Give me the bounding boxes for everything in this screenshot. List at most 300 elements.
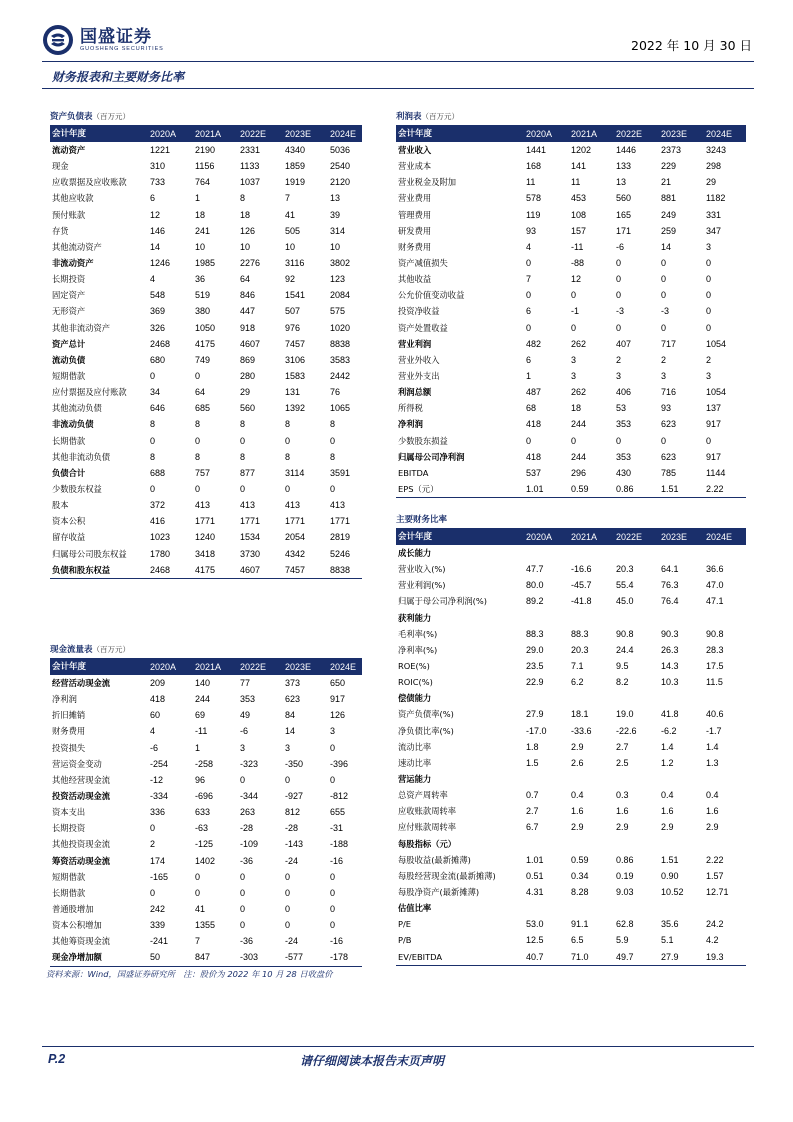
row-value: 413 xyxy=(330,500,346,511)
table-row xyxy=(396,368,746,384)
row-value: 4607 xyxy=(240,564,261,575)
row-value xyxy=(616,545,661,561)
row-value: 3114 xyxy=(285,467,305,478)
row-value: 0.19 xyxy=(616,870,634,881)
row-value: 41 xyxy=(195,903,206,914)
row-value: 453 xyxy=(571,193,587,204)
row-value: 1.51 xyxy=(661,854,679,865)
row-value: 0 xyxy=(150,435,156,446)
row-value: -577 xyxy=(285,952,304,963)
row-value xyxy=(661,610,706,626)
row-value: 1859 xyxy=(285,161,306,172)
row-value: 36 xyxy=(195,274,206,285)
row-label: 投资活动现金流 xyxy=(52,790,111,801)
row-value: 126 xyxy=(240,225,256,236)
row-value: 0 xyxy=(285,871,291,882)
row-value: 3583 xyxy=(330,354,351,365)
row-value xyxy=(526,545,571,561)
row-value: 126 xyxy=(330,710,346,721)
row-value: 0 xyxy=(661,274,667,285)
row-value: 2120 xyxy=(330,177,351,188)
row-value: 407 xyxy=(616,338,632,349)
row-value: 1534 xyxy=(240,532,261,543)
row-value: -3 xyxy=(616,306,625,317)
row-value: 1.4 xyxy=(661,741,674,752)
row-value: 229 xyxy=(661,161,677,172)
row-value: 26.3 xyxy=(661,644,679,655)
row-label: 投资净收益 xyxy=(398,306,440,317)
row-value: 12.5 xyxy=(526,935,544,946)
row-value: 137 xyxy=(706,403,722,414)
row-value: 4 xyxy=(150,726,156,737)
row-value: 174 xyxy=(150,855,166,866)
table-row xyxy=(396,352,746,368)
table-row xyxy=(50,287,362,303)
table-bottom-rule xyxy=(50,578,362,579)
row-value: 0 xyxy=(526,257,532,268)
row-label: 营运资金变动 xyxy=(52,758,102,769)
row-label: 营业收入 xyxy=(398,145,432,155)
row-value: 1392 xyxy=(285,403,306,414)
row-value: 0 xyxy=(661,257,667,268)
row-value: 76.4 xyxy=(661,596,679,607)
row-value: 0.3 xyxy=(616,790,629,801)
row-value: 91.1 xyxy=(571,919,589,930)
table-row xyxy=(396,561,746,577)
table-header-row xyxy=(50,659,362,675)
row-value: 8 xyxy=(330,419,336,430)
row-value xyxy=(706,836,746,852)
row-label: 投资损失 xyxy=(52,742,86,753)
row-value: 3802 xyxy=(330,257,351,268)
row-value: 4 xyxy=(150,274,156,285)
row-value: -6 xyxy=(240,726,249,737)
row-value: 336 xyxy=(150,807,166,818)
row-label: 现金净增加额 xyxy=(52,952,102,963)
table-row xyxy=(50,772,362,788)
row-label: 估值比率 xyxy=(398,903,432,914)
row-value: 90.3 xyxy=(661,628,679,639)
row-value xyxy=(616,610,661,626)
row-value: 0.86 xyxy=(616,483,634,494)
row-label: 长期投资 xyxy=(52,274,86,285)
year-header-2024e: 2024E xyxy=(330,662,357,672)
row-value: 3418 xyxy=(195,548,216,559)
section-divider xyxy=(42,88,754,89)
table-row xyxy=(50,481,362,497)
row-value: 49 xyxy=(240,710,251,721)
row-value: 646 xyxy=(150,403,166,414)
row-value: 10 xyxy=(240,241,251,252)
row-value: 353 xyxy=(616,419,632,430)
row-value: 5.1 xyxy=(661,935,674,946)
row-value: 757 xyxy=(195,467,211,478)
table-row xyxy=(396,593,746,609)
row-value: 68 xyxy=(526,403,537,414)
row-value: 6 xyxy=(150,193,156,204)
row-value: 1202 xyxy=(571,145,592,155)
table-row xyxy=(50,142,362,158)
row-value: 0 xyxy=(240,903,246,914)
row-value: 119 xyxy=(526,209,541,220)
row-value: 8 xyxy=(285,451,291,462)
row-value: 7 xyxy=(195,936,201,947)
row-value: 141 xyxy=(571,161,587,172)
row-value xyxy=(616,900,661,916)
row-value: -33.6 xyxy=(571,725,592,736)
row-value: 244 xyxy=(571,451,587,462)
table-title-text: 主要财务比率 xyxy=(396,515,448,525)
row-value: 716 xyxy=(661,387,677,398)
year-header-2022e: 2022E xyxy=(616,532,643,542)
row-value: 2442 xyxy=(330,370,351,381)
row-label: 资产总计 xyxy=(52,338,86,349)
row-value: -17.0 xyxy=(526,725,547,736)
row-label: 归属母公司净利润 xyxy=(398,451,465,462)
row-value xyxy=(526,690,571,706)
logo-english-name: GUOSHENG SECURITIES xyxy=(80,45,164,52)
row-label: 资产减值损失 xyxy=(398,257,448,268)
row-value: 406 xyxy=(616,387,632,398)
row-value: 1919 xyxy=(285,177,306,188)
row-value xyxy=(571,545,616,561)
table-row xyxy=(396,658,746,674)
row-value: -258 xyxy=(195,758,214,769)
year-header-2024e: 2024E xyxy=(330,129,357,139)
row-value: 92 xyxy=(285,274,296,285)
row-value xyxy=(571,836,616,852)
row-value: 1133 xyxy=(240,161,260,172)
footer-disclaimer: 请仔细阅读本报告末页声明 xyxy=(300,1054,445,1068)
row-value: 8 xyxy=(150,419,156,430)
table-row xyxy=(396,336,746,352)
row-value: -125 xyxy=(195,839,214,850)
year-header-2023e: 2023E xyxy=(661,129,688,139)
row-value: 108 xyxy=(571,209,587,220)
row-value: 3116 xyxy=(285,257,305,268)
row-label: 成长能力 xyxy=(398,548,432,558)
row-value: 0 xyxy=(330,774,336,785)
row-label: 净利率(%) xyxy=(398,644,438,655)
row-value: -350 xyxy=(285,758,304,769)
row-value: 0 xyxy=(526,435,532,446)
row-value: 1020 xyxy=(330,322,351,333)
row-value: 0.4 xyxy=(706,790,719,801)
row-value: 24.4 xyxy=(616,644,634,655)
row-value: 447 xyxy=(240,306,256,317)
row-value: 2054 xyxy=(285,532,306,543)
row-value: 413 xyxy=(240,500,256,511)
table-row xyxy=(396,932,746,948)
row-value: 685 xyxy=(195,403,211,414)
row-value xyxy=(571,771,616,787)
row-value: -11 xyxy=(571,241,584,252)
row-value: 1.2 xyxy=(661,757,674,768)
row-value: 168 xyxy=(526,161,542,172)
table-row xyxy=(396,384,746,400)
row-value: 0 xyxy=(330,903,336,914)
table-row xyxy=(50,465,362,481)
row-label: EBITDA xyxy=(398,467,429,478)
row-value: -188 xyxy=(330,839,349,850)
row-value: 917 xyxy=(330,694,346,705)
row-value: 2.7 xyxy=(526,806,539,817)
table-row xyxy=(50,271,362,287)
table-row xyxy=(50,901,362,917)
row-value: 331 xyxy=(706,209,722,220)
row-label: P/E xyxy=(398,919,412,930)
table-header-row xyxy=(396,126,746,142)
row-value: 6.2 xyxy=(571,677,584,688)
row-value: 1 xyxy=(195,742,201,753)
row-value: 0 xyxy=(150,823,156,834)
row-value: 1985 xyxy=(195,257,216,268)
row-value: 36.6 xyxy=(706,564,724,575)
page-header xyxy=(42,22,754,62)
row-label: 普通股增加 xyxy=(52,903,94,914)
row-value: 3 xyxy=(661,370,667,381)
row-value: 0 xyxy=(706,257,712,268)
row-value: 6 xyxy=(526,306,532,317)
row-value: 1771 xyxy=(195,516,216,527)
row-value: 0 xyxy=(571,435,577,446)
table-row xyxy=(50,190,362,206)
report-date: 2022 年 10 月 30 日 xyxy=(631,38,752,53)
row-label: 少数股东权益 xyxy=(52,483,102,494)
row-value: 2.7 xyxy=(616,741,629,752)
row-value: 8 xyxy=(150,451,156,462)
row-value: -3 xyxy=(661,306,670,317)
row-value: 13 xyxy=(616,177,627,188)
row-label: 营业利润(%) xyxy=(398,580,446,591)
row-value: 0 xyxy=(706,290,712,301)
row-label: ROE(%) xyxy=(398,660,430,671)
row-label: 流动负债 xyxy=(52,354,86,365)
table-row xyxy=(396,642,746,658)
row-value: 34 xyxy=(150,387,161,398)
row-value: 578 xyxy=(526,193,542,204)
row-value: 157 xyxy=(571,225,587,236)
ratios-title xyxy=(396,513,746,529)
row-value xyxy=(661,545,706,561)
year-header-2021a: 2021A xyxy=(195,662,222,672)
row-value: 14 xyxy=(285,726,296,737)
row-value: 1 xyxy=(526,370,532,381)
table-row xyxy=(396,852,746,868)
row-value: 14 xyxy=(661,241,672,252)
row-label: 非流动资产 xyxy=(52,257,94,268)
row-value: 0 xyxy=(526,322,532,333)
table-row xyxy=(396,142,746,158)
row-label: P/B xyxy=(398,935,412,946)
row-value: 2 xyxy=(150,839,156,850)
row-label: EV/EBITDA xyxy=(398,951,443,962)
category-row xyxy=(396,610,746,626)
row-value: 18 xyxy=(571,403,582,414)
row-label: 营业收入(%) xyxy=(398,564,446,575)
row-value: -6 xyxy=(150,742,159,753)
table-row xyxy=(50,336,362,352)
table-row xyxy=(396,416,746,432)
income_statement-title xyxy=(396,110,746,126)
row-value: 4 xyxy=(526,241,532,252)
row-value: 6.5 xyxy=(571,935,584,946)
row-value: 3 xyxy=(285,742,291,753)
row-value: 27.9 xyxy=(526,709,544,720)
row-value: 519 xyxy=(195,290,211,301)
row-value: 47.0 xyxy=(706,580,724,591)
row-value: 7.1 xyxy=(571,660,584,671)
row-value: 0 xyxy=(195,435,201,446)
row-value: 0 xyxy=(616,322,622,333)
row-value: -812 xyxy=(330,790,349,801)
row-value: -28 xyxy=(285,823,299,834)
row-value: 1.5 xyxy=(526,757,539,768)
row-value: 0.34 xyxy=(571,870,589,881)
row-value: 0 xyxy=(616,435,622,446)
row-value: 0.4 xyxy=(571,790,584,801)
table-row xyxy=(50,707,362,723)
row-value: 11 xyxy=(526,177,536,188)
row-value: 353 xyxy=(240,694,256,705)
row-value: 14 xyxy=(150,241,161,252)
row-value: 1.6 xyxy=(571,806,584,817)
year-header-2022e: 2022E xyxy=(240,129,267,139)
balance-sheet-table xyxy=(50,110,362,579)
row-value: 3 xyxy=(330,726,336,737)
row-label: 营业费用 xyxy=(398,193,432,204)
table-title-text: 利润表 xyxy=(396,112,422,122)
row-value: 4.2 xyxy=(706,935,719,946)
row-value: 171 xyxy=(616,225,632,236)
row-value: 413 xyxy=(285,500,301,511)
row-label: ROIC(%) xyxy=(398,677,433,688)
row-value: 1402 xyxy=(195,855,216,866)
row-value xyxy=(661,690,706,706)
row-value: -241 xyxy=(150,936,169,947)
table-header-row xyxy=(50,126,362,142)
table-row xyxy=(396,320,746,336)
row-value: 1541 xyxy=(285,290,306,301)
table-row xyxy=(396,255,746,271)
table-header-row xyxy=(396,529,746,545)
row-value: 47.1 xyxy=(706,596,724,607)
row-value: 1.01 xyxy=(526,483,544,494)
row-value: -36 xyxy=(240,936,254,947)
row-value: 77 xyxy=(240,678,251,688)
row-value: 90.8 xyxy=(706,628,724,639)
row-value: 917 xyxy=(706,451,722,462)
row-value: -109 xyxy=(240,839,259,850)
year-header-2020a: 2020A xyxy=(526,532,553,542)
row-value: 2373 xyxy=(661,145,682,155)
row-value: 0 xyxy=(616,257,622,268)
row-value: 0 xyxy=(330,435,336,446)
row-value: -6.2 xyxy=(661,725,677,736)
row-value: 7 xyxy=(285,193,291,204)
table-row xyxy=(396,706,746,722)
row-value xyxy=(571,690,616,706)
row-value: -16 xyxy=(330,936,344,947)
row-value: 418 xyxy=(526,419,542,430)
row-label: 应收票据及应收账款 xyxy=(52,177,127,188)
row-value: 353 xyxy=(616,451,632,462)
row-value: 0 xyxy=(330,920,336,931)
row-value: 93 xyxy=(526,225,537,236)
row-label: 营业税金及附加 xyxy=(398,177,457,188)
row-value: 76 xyxy=(330,387,341,398)
table-row xyxy=(396,819,746,835)
row-value: 146 xyxy=(150,225,166,236)
row-value: 314 xyxy=(330,225,346,236)
row-value: -1 xyxy=(571,306,580,317)
row-value: 3 xyxy=(571,354,577,365)
table-row xyxy=(396,787,746,803)
table-row xyxy=(396,755,746,771)
row-value: 2 xyxy=(661,354,667,365)
row-value: 1050 xyxy=(195,322,216,333)
row-label: 应付票据及应付账款 xyxy=(52,387,127,398)
row-value: 764 xyxy=(195,177,211,188)
table-row xyxy=(50,869,362,885)
row-value: 0 xyxy=(706,322,712,333)
row-value: -31 xyxy=(330,823,344,834)
table-row xyxy=(396,449,746,465)
row-value: 1446 xyxy=(616,145,637,155)
row-label: 其他筹资现金流 xyxy=(52,936,111,947)
table-unit: （百万元） xyxy=(92,112,131,121)
row-label: 资产处置收益 xyxy=(398,322,448,333)
row-value: 623 xyxy=(285,694,301,705)
row-value: 0 xyxy=(195,871,201,882)
row-value: 1037 xyxy=(240,177,261,188)
row-value: 1.6 xyxy=(616,806,629,817)
row-value: 881 xyxy=(661,193,677,204)
footer-divider xyxy=(42,1046,754,1047)
row-value: 1771 xyxy=(240,516,261,527)
table-title-text: 资产负债表 xyxy=(50,112,93,122)
row-label: 负债合计 xyxy=(52,467,86,478)
row-label: 无形资产 xyxy=(52,306,86,317)
row-value: 2.9 xyxy=(571,741,584,752)
row-value: 2.9 xyxy=(661,822,674,833)
row-value: 1441 xyxy=(526,145,547,155)
category-row xyxy=(396,836,746,852)
row-value: 575 xyxy=(330,306,346,317)
row-value: 1780 xyxy=(150,548,171,559)
row-label: 公允价值变动收益 xyxy=(398,290,465,301)
row-value: 2.9 xyxy=(571,822,584,833)
table-row xyxy=(50,320,362,336)
row-value: 84 xyxy=(285,710,296,721)
row-value: 0 xyxy=(661,322,667,333)
row-value: 47.7 xyxy=(526,564,544,575)
row-value: 259 xyxy=(661,225,677,236)
table-row xyxy=(50,675,362,691)
row-value: 8 xyxy=(195,419,201,430)
row-value xyxy=(526,610,571,626)
row-value: 93 xyxy=(661,403,672,414)
row-value: 29.0 xyxy=(526,644,544,655)
row-value: 2 xyxy=(706,354,712,365)
year-header-2021a: 2021A xyxy=(571,129,598,139)
row-label: 长期借款 xyxy=(52,887,86,898)
row-value: 80.0 xyxy=(526,580,544,591)
table-row xyxy=(396,303,746,319)
row-value: 1240 xyxy=(195,532,216,543)
table-row xyxy=(50,949,362,965)
table-row xyxy=(50,917,362,933)
